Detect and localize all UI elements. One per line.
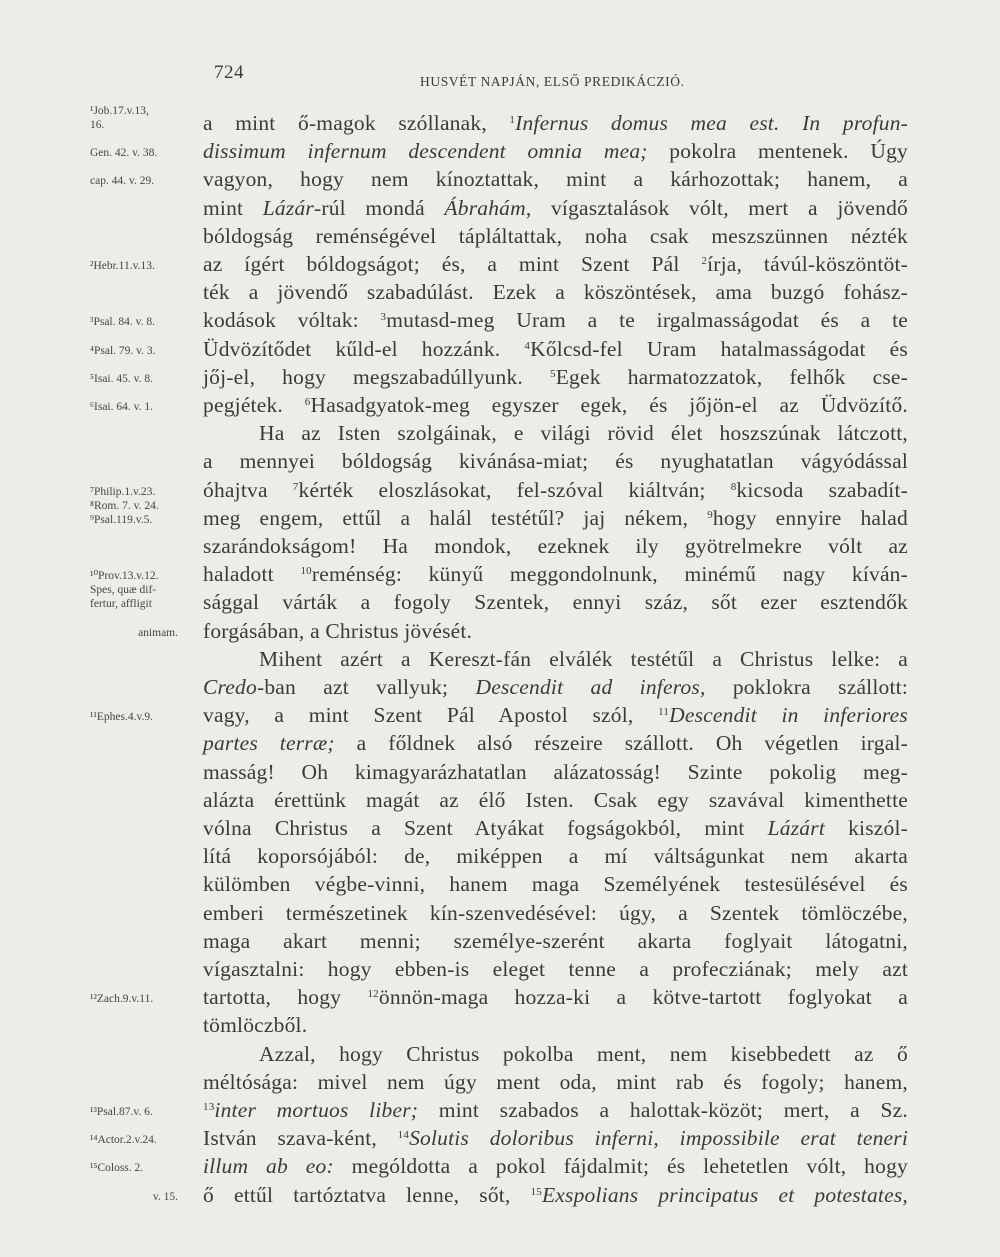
- footnote-marker: 1: [509, 114, 516, 126]
- footnote-marker: 8: [730, 480, 737, 493]
- margin-note: ¹²Zach.9.v.11.: [90, 993, 154, 1006]
- margin-note: ⁹Psal.119.v.5.: [90, 513, 153, 526]
- text-line: [0, 195, 1000, 224]
- margin-note: ⁸Rom. 7. v. 24.: [90, 499, 159, 512]
- latin-quote: dissimum infernum descendent omnia mea;: [203, 139, 648, 164]
- text-run: a főldnek alsó részeire szállott. Oh végetlen irgal-: [334, 731, 908, 756]
- margin-note: fertur, affligit: [90, 598, 152, 611]
- latin-quote: inter mortuos liber;: [214, 1098, 419, 1122]
- margin-note: ⁶Isai. 64. v. 1.: [90, 401, 153, 413]
- footnote-marker: 4: [524, 339, 531, 352]
- text-line: [0, 759, 1000, 788]
- text-line-content: [203, 928, 908, 955]
- footnote-marker: 9: [707, 508, 713, 521]
- margin-note: Gen. 42. v. 38.: [90, 147, 158, 160]
- text-line-content: [203, 730, 908, 757]
- margin-note: cap. 44. v. 29.: [90, 175, 155, 188]
- text-line: [0, 984, 1000, 1013]
- text-line-content: [203, 533, 908, 560]
- text-line: [0, 584, 1000, 618]
- text-run: jőj-el, hogy megszabadúllyunk.: [203, 364, 550, 389]
- text-run: meg engem, ettűl a halál testétűl? jaj nékem,: [203, 505, 708, 530]
- text-run: méltósága: mivel nem úgy ment oda, mint rab és fogoly; hanem,: [203, 1069, 908, 1094]
- text-line: [0, 900, 1000, 929]
- text-run: bóldogság reménségével tápláltattak, noha csak meszszünnen nézték: [203, 223, 908, 248]
- latin-quote: Ábrahám: [444, 195, 526, 220]
- text-line: [0, 251, 1000, 280]
- latin-quote: Lázárt: [767, 816, 825, 840]
- text-run: sággal várták a fogoly Szentek, ennyi száz, sőt ezer esztendők: [203, 590, 908, 615]
- text-run: lítá koporsójából: de, miképpen a mí váltságunkat nem akarta: [203, 844, 908, 869]
- latin-quote: Exspolians principatus et potestates,: [541, 1182, 908, 1207]
- text-line: [0, 166, 1000, 195]
- text-run: szarándokságom! Ha mondok, ezeknek ily gyötrelmekre vólt az: [203, 534, 908, 558]
- text-run: -ban azt vallyuk;: [256, 675, 476, 699]
- text-line-content: [203, 195, 908, 222]
- margin-note: Spes, quæ dif-: [90, 584, 157, 597]
- page-number: 724: [214, 62, 244, 83]
- text-run: maga akart menni; személye-szerént akarta foglyait látogatni,: [203, 928, 908, 953]
- margin-note: ⁷Philip.1.v.23.: [90, 485, 156, 498]
- margin-note: 16.: [90, 119, 105, 131]
- text-run: ték a jövendő szabadúlást. Ezek a köszöntések, ama buzgó fohász-: [203, 280, 908, 305]
- footnote-marker: 15: [530, 1185, 542, 1198]
- text-line-content: [203, 759, 908, 786]
- footnote-marker: 12: [367, 988, 379, 1001]
- text-line-content: [203, 787, 908, 814]
- text-run: kiszól-: [825, 816, 908, 840]
- text-run: az ígért bóldogságot; és, a mint Szent Pál: [203, 252, 702, 276]
- text-run: hogy ennyire halad: [712, 505, 908, 530]
- text-run: -rúl mondá: [313, 195, 445, 220]
- text-run: Üdvözítődet kűld-el hozzánk.: [203, 336, 525, 361]
- text-line-content: [203, 1182, 908, 1209]
- text-run: ő ettűl tartóztatva lenne, sőt,: [203, 1182, 531, 1207]
- text-line: [0, 618, 1000, 647]
- margin-note: ³Psal. 84. v. 8.: [90, 316, 155, 329]
- text-line-content: [203, 871, 908, 898]
- footnote-marker: 7: [292, 480, 299, 493]
- footnote-marker: 2: [701, 255, 708, 267]
- text-run: vagyon, hogy nem kínoztattak, mint a kárhozottak; hanem, a: [203, 167, 908, 192]
- footnote-marker: 3: [380, 311, 387, 324]
- text-line-content: [203, 448, 908, 475]
- text-run: mególdotta a pokol fájdalmit; és lehetetlen vólt, hogy: [333, 1154, 908, 1179]
- text-line-content: [203, 138, 908, 165]
- text-run: masság! Oh kimagyarázhatatlan alázatosság! Szinte pokolig meg-: [203, 759, 908, 784]
- text-run: mutasd-meg Uram a te irgalmasságodat és a te: [386, 308, 908, 333]
- text-run: emberi természetinek kín-szenvedésével: úgy, a Szentek tömlöczébe,: [203, 900, 908, 925]
- margin-note: ¹Job.17.v.13,: [90, 105, 149, 117]
- text-run: a mennyei bóldogság kivánása-miat; és nyughatatlan vágyódással: [203, 449, 908, 474]
- text-line-content: [203, 251, 908, 278]
- text-run: óhajtva: [203, 477, 293, 502]
- text-line-content: [203, 900, 908, 927]
- text-run: pegjétek.: [203, 393, 305, 417]
- footnote-marker: 14: [397, 1129, 410, 1142]
- text-line-content: [203, 477, 908, 504]
- text-run: Ha az Isten szolgáinak, e világi rövid élet hoszszúnak látczott,: [259, 421, 908, 446]
- text-line: [0, 928, 1000, 957]
- text-run: Hasadgyatok-meg egyszer egek, és jőjön-el az Üdvözítő.: [310, 393, 908, 417]
- text-line: [0, 307, 1000, 336]
- text-line: [0, 336, 1000, 365]
- text-line-content: [203, 364, 908, 391]
- text-line-content: [203, 984, 908, 1011]
- text-line: [0, 646, 1000, 675]
- latin-quote: Descendit ad inferos,: [475, 675, 706, 699]
- text-run: külömben végbe-vinni, hanem maga Személyének testesülésével és: [203, 872, 908, 897]
- text-run: , vígasztalások vólt, mert a jövendő: [525, 195, 908, 220]
- text-line: [0, 871, 1000, 900]
- text-line: [0, 533, 1000, 562]
- margin-note: ¹⁴Actor.2.v.24.: [90, 1134, 157, 1147]
- text-run: vígasztalni: hogy ebben-is eleget tenne a profecziának; mely azt: [203, 957, 908, 981]
- margin-note: ¹⁰Prov.13.v.12.: [90, 570, 159, 583]
- text-line-content: [203, 618, 908, 645]
- text-line: [0, 223, 1000, 252]
- footnote-marker: 13: [203, 1101, 215, 1113]
- text-run: kérték eloszlásokat, fel-szóval kiáltván;: [298, 477, 731, 502]
- text-run: poklokra szállott:: [705, 675, 908, 699]
- text-line: [0, 702, 1000, 731]
- text-line-content: [203, 392, 908, 419]
- text-run: kicsoda szabadít-: [736, 477, 908, 502]
- running-title: HUSVÉT NAPJÁN, ELSŐ PREDIKÁCZIÓ.: [420, 74, 685, 89]
- text-line: [0, 364, 1000, 393]
- text-line-content: [203, 1097, 908, 1124]
- text-line-content: [203, 589, 908, 616]
- margin-note: ⁵Isai. 45. v. 8.: [90, 372, 153, 385]
- text-line-content: [203, 561, 908, 588]
- text-line: [0, 448, 1000, 477]
- latin-quote: Infernus domus mea est. In profun-: [515, 111, 908, 135]
- latin-quote: Descendit in inferiores: [669, 703, 908, 728]
- text-run: írja, távúl-köszöntöt-: [707, 252, 909, 276]
- text-run: tömlöczből.: [203, 1013, 308, 1038]
- text-line-content: [203, 166, 908, 193]
- latin-quote: illum ab eo:: [203, 1154, 334, 1179]
- text-line-content: [203, 336, 908, 363]
- text-run: mint szabados a halottak-közöt; mert, a Sz.: [418, 1098, 908, 1122]
- text-line-content: [203, 1125, 908, 1152]
- text-line: [0, 787, 1000, 816]
- text-line-content: [203, 702, 908, 729]
- margin-note: ⁴Psal. 79. v. 3.: [90, 344, 156, 357]
- footnote-marker: 6: [304, 396, 311, 408]
- text-run: reménség: künyű meggondolnunk, minémű nagy kíván-: [311, 562, 908, 587]
- text-run: mint: [203, 195, 263, 220]
- text-line: [0, 1012, 1000, 1041]
- text-line-content: [203, 674, 908, 701]
- text-line: [0, 279, 1000, 308]
- margin-note: ¹³Psal.87.v. 6.: [90, 1106, 153, 1118]
- text-line: [0, 1125, 1000, 1154]
- text-line-content: [203, 815, 908, 842]
- text-line: [0, 1182, 1000, 1211]
- text-run: Mihent azért a Kereszt-fán elválék testétűl a Christus lelke: a: [259, 646, 908, 671]
- margin-note: v. 15.: [152, 1190, 178, 1203]
- margin-note: ¹¹Ephes.4.v.9.: [90, 711, 154, 724]
- text-line-content: [259, 420, 908, 447]
- footnote-marker: 5: [550, 367, 556, 380]
- text-run: kodások vóltak:: [203, 308, 381, 333]
- footnote-marker: 10: [300, 565, 312, 578]
- text-line: [0, 815, 1000, 844]
- text-line: [0, 420, 1000, 449]
- text-line-content: [203, 279, 908, 306]
- text-line: [0, 499, 1000, 534]
- text-line-content: [203, 307, 908, 334]
- text-run: a mint ő-magok szóllanak,: [203, 111, 510, 135]
- text-line: [0, 1069, 1000, 1098]
- margin-note: animam.: [138, 626, 178, 639]
- text-line: [0, 843, 1000, 872]
- text-line: [0, 674, 1000, 703]
- text-line-content: [259, 646, 908, 673]
- text-line-content: [203, 223, 908, 250]
- text-run: alázta érettünk magát az élő Isten. Csak egy szavával kimenthette: [203, 787, 908, 812]
- text-line-content: [203, 505, 908, 532]
- text-line: [0, 1041, 1000, 1070]
- latin-quote: Credo: [203, 675, 257, 699]
- text-run: pokolra mentenek. Úgy: [647, 139, 908, 164]
- text-run: forgásában, a Christus jövését.: [203, 618, 473, 643]
- footnote-marker: 11: [658, 706, 670, 719]
- text-line: [0, 138, 1000, 167]
- text-line: [0, 1097, 1000, 1126]
- text-run: vagy, a mint Szent Pál Apostol szól,: [203, 703, 659, 728]
- margin-note: ¹⁵Coloss. 2.: [90, 1162, 144, 1175]
- latin-quote: Lázár: [262, 195, 314, 220]
- text-run: tartotta, hogy: [203, 985, 368, 1010]
- text-run: Kőlcsd-fel Uram hatalmasságodat és: [530, 336, 908, 361]
- text-run: Egek harmatozzatok, felhők cse-: [555, 364, 908, 389]
- text-run: önnön-maga hozza-ki a kötve-tartott foglyokat a: [378, 985, 909, 1010]
- text-line-content: [203, 1069, 908, 1096]
- text-run: vólna Christus a Szent Atyákat fogságokból, mint: [203, 816, 768, 840]
- text-line: [0, 956, 1000, 985]
- text-run: haladott: [203, 562, 301, 587]
- text-line: [0, 730, 1000, 759]
- text-line-content: [203, 1153, 908, 1180]
- text-line-content: [203, 110, 908, 137]
- text-line-content: [203, 843, 908, 870]
- text-line-content: [259, 1041, 908, 1068]
- margin-note: ²Hebr.11.v.13.: [90, 260, 155, 272]
- text-line-content: [203, 1012, 908, 1039]
- text-line: [0, 392, 1000, 421]
- text-line-content: [203, 956, 908, 983]
- latin-quote: Solutis doloribus inferni, impossibile erat teneri: [409, 1126, 908, 1151]
- text-run: István szava-ként,: [203, 1126, 398, 1151]
- text-line: [0, 1153, 1000, 1182]
- latin-quote: partes terræ;: [203, 731, 335, 756]
- text-run: Azzal, hogy Christus pokolba ment, nem kisebbedett az ő: [259, 1041, 908, 1066]
- text-line: [0, 105, 1000, 139]
